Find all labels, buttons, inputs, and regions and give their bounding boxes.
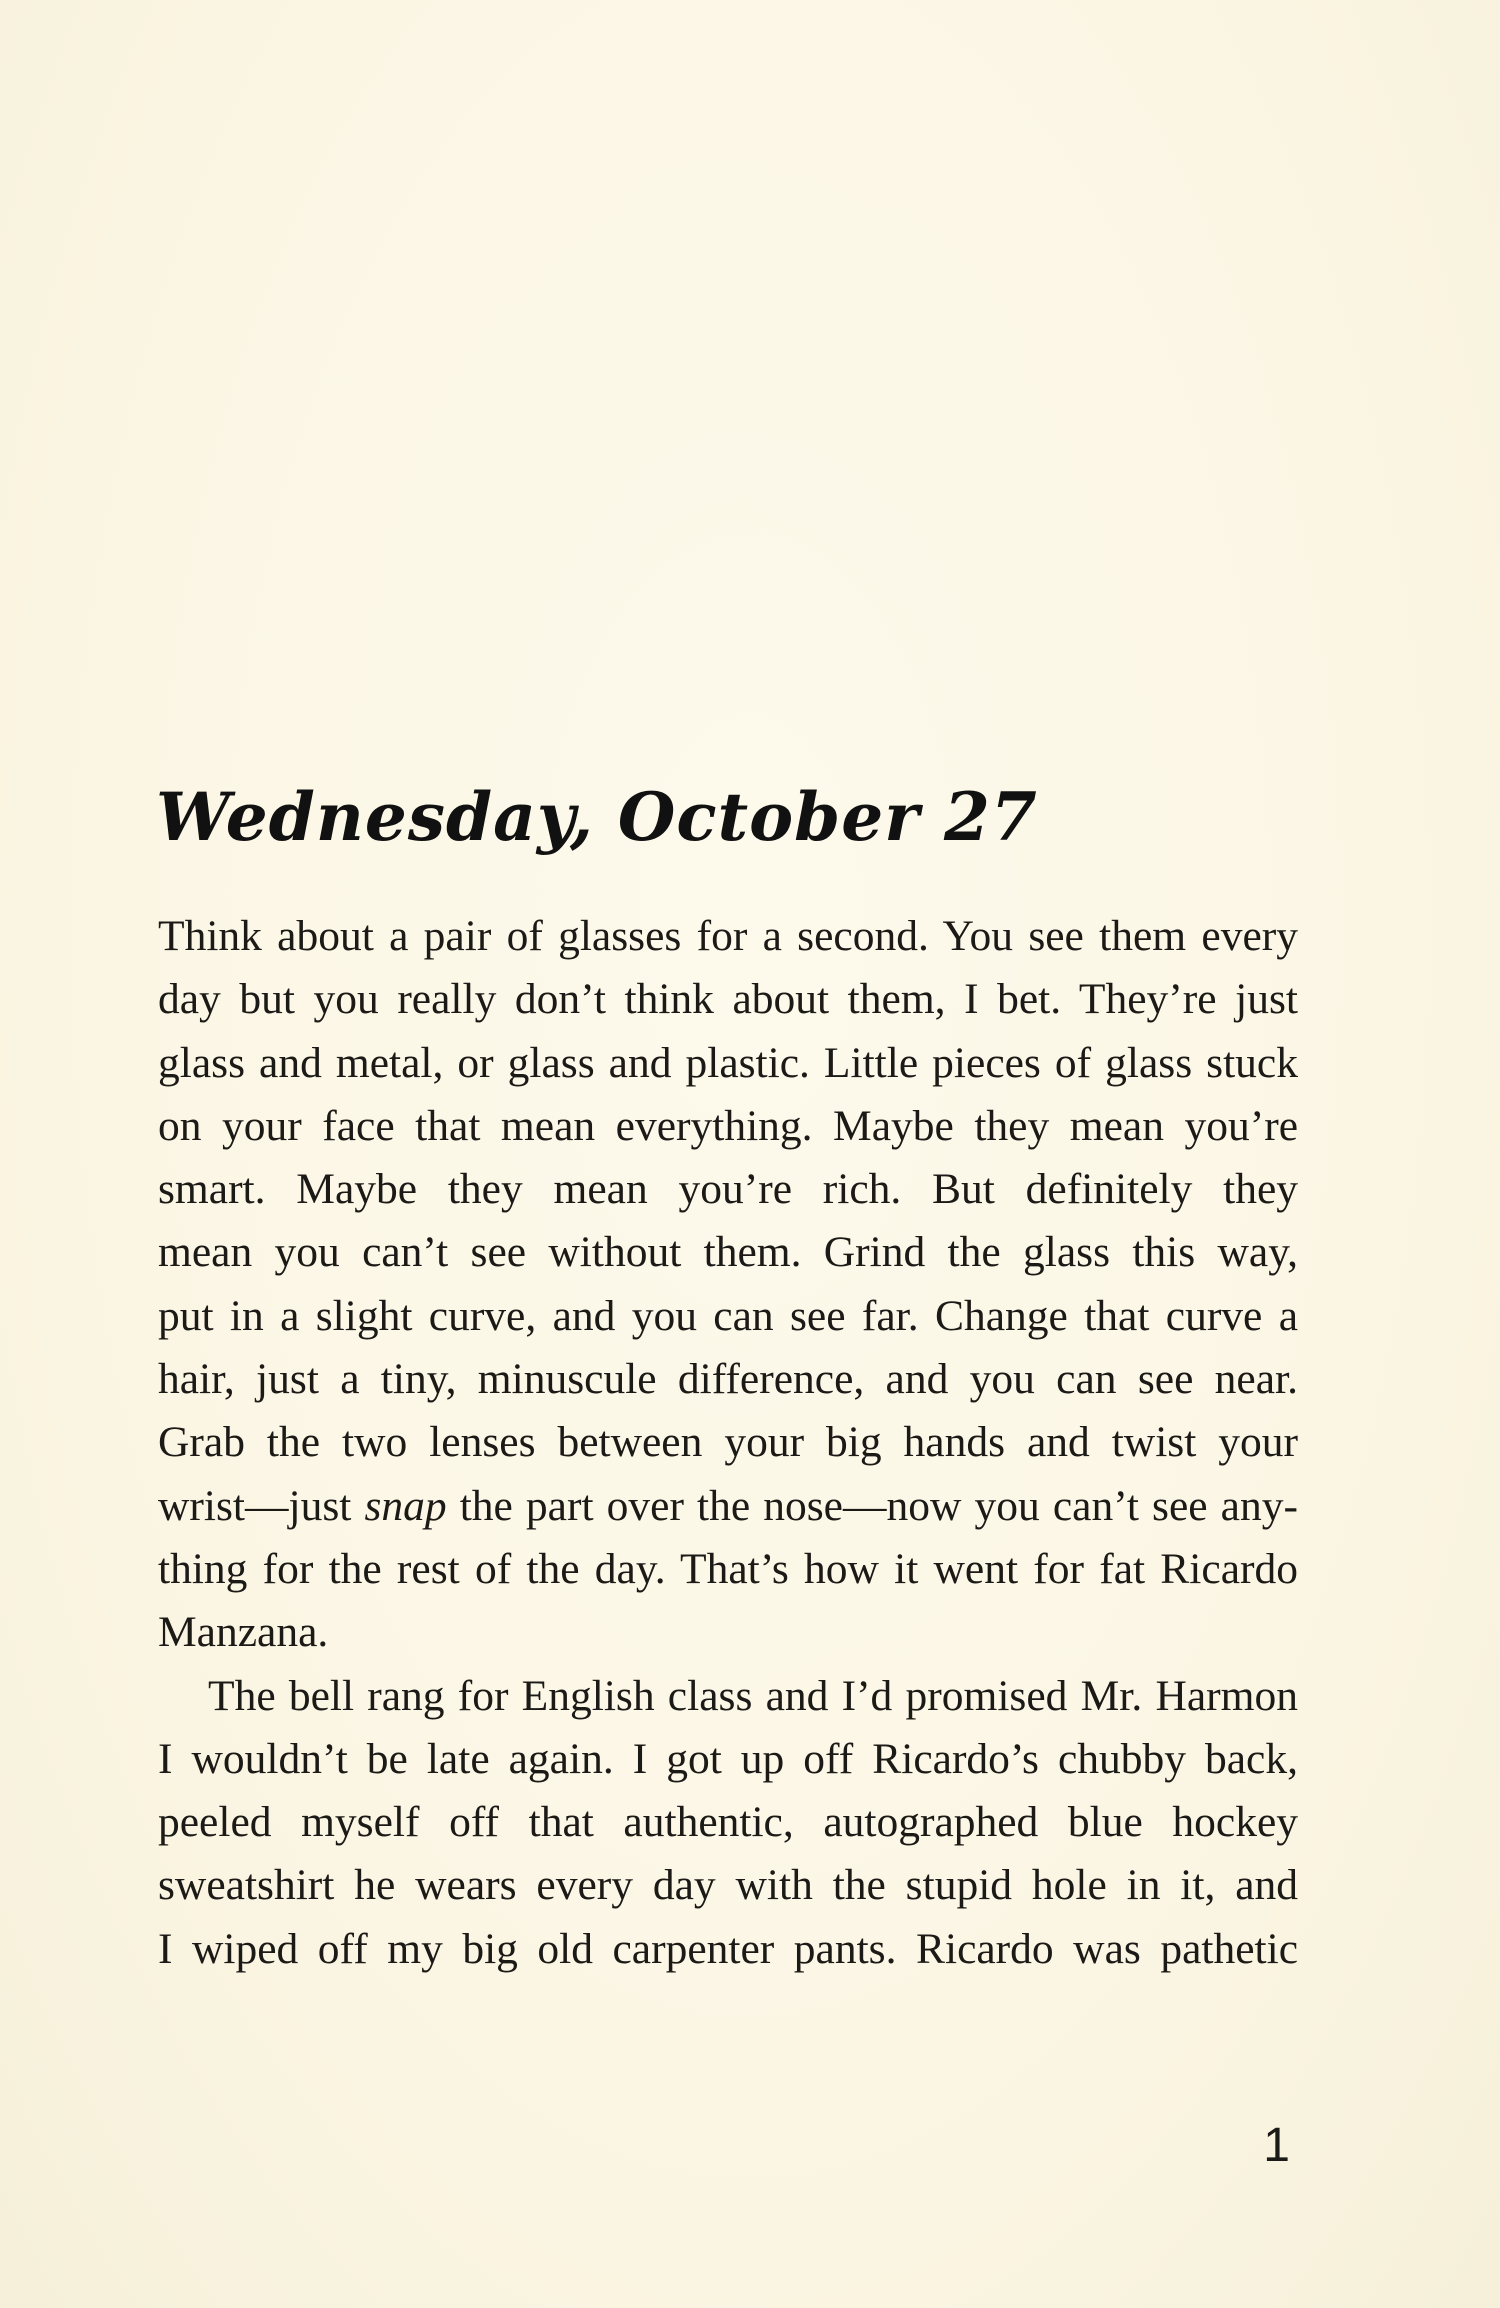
text-line: put in a slight curve, and you can see far. Change that curve a <box>158 1291 1298 1340</box>
page-number: 1 <box>1263 2119 1290 2172</box>
text-line: hair, just a tiny, minuscule difference, and you can see near. <box>158 1355 1298 1404</box>
text-line: on your face that mean everything. Maybe they mean you’re <box>158 1101 1298 1150</box>
text-line: smart. Maybe they mean you’re rich. But definitely they <box>158 1165 1298 1214</box>
diary-entry-heading: Wednesday, October 27 <box>156 778 1038 856</box>
text-fragment: wrist—just <box>158 1481 365 1530</box>
text-line: mean you can’t see without them. Grind the glass this way, <box>158 1228 1298 1277</box>
text-line: Manzana. <box>158 1608 329 1657</box>
text-line: glass and metal, or glass and plastic. Little pieces of glass stuck <box>158 1038 1298 1087</box>
text-line: I wiped off my big old carpenter pants. Ricardo was pathetic <box>158 1924 1298 1973</box>
text-line-with-emphasis <box>158 1475 1298 1538</box>
text-line: sweatshirt he wears every day with the stupid hole in it, and <box>158 1861 1298 1910</box>
body-text <box>158 905 1298 1981</box>
text-line: day but you really don’t think about them, I bet. They’re just <box>158 975 1298 1024</box>
text-fragment: the part over the nose—now you can’t see any- <box>446 1481 1298 1530</box>
text-line: The bell rang for English class and I’d promised Mr. Harmon <box>208 1671 1298 1720</box>
text-line: peeled myself off that authentic, autographed blue hockey <box>158 1798 1298 1847</box>
text-line: thing for the rest of the day. That’s how it went for fat Ricardo <box>158 1544 1298 1593</box>
text-line: Grab the two lenses between your big hands and twist your <box>158 1418 1298 1467</box>
text-line: Think about a pair of glasses for a second. You see them every <box>158 912 1298 960</box>
emphasized-word: snap <box>364 1481 447 1530</box>
text-line: I wouldn’t be late again. I got up off Ricardo’s chubby back, <box>158 1734 1298 1783</box>
